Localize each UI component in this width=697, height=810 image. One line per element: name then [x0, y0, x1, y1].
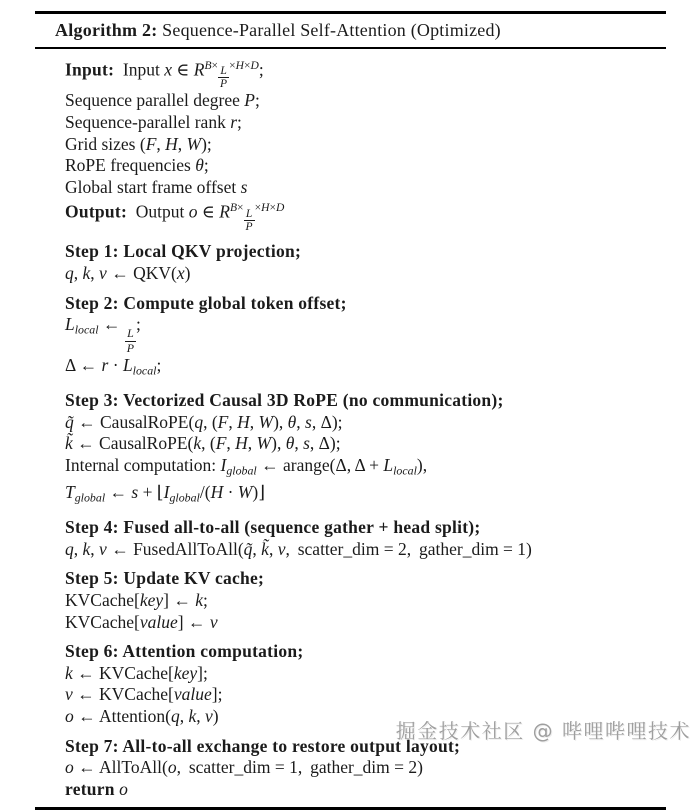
text-segment: k — [82, 538, 91, 559]
text-segment: I — [220, 454, 227, 475]
step-3-heading — [65, 390, 664, 412]
algorithm-title — [35, 14, 666, 47]
text-segment: θ — [285, 433, 295, 454]
text-segment: R — [219, 201, 230, 222]
text-segment: H — [235, 59, 244, 72]
input-line: Input: Input x ∈ $R^{B\times \frac{L}{P} \times H\times D}$; — [65, 58, 264, 91]
text-segment: L — [220, 65, 227, 78]
text-segment: x — [164, 58, 173, 79]
step-3-stmt-qtilde: q̃ ← CausalRoPE(q, (F, H, W), θ, s, Δ); — [65, 411, 343, 432]
step-3-stmt-internal: Internal computation: $I_{global}$ ← arange(Δ, $\Delta + L_{local}$), — [65, 454, 428, 478]
step-3-stmt-tglobal: $T_{global}$ ← $s + ⌊I_{global}/(H$ · W)⌋ — [65, 482, 266, 505]
step-5-stmt-value: KVCache[value] ← v — [65, 611, 218, 632]
fraction — [244, 208, 255, 233]
algorithm-body — [35, 49, 666, 805]
text-segment: o — [167, 757, 177, 778]
text-segment: P — [126, 340, 135, 355]
text-segment: return — [65, 778, 115, 799]
text-segment: H — [261, 202, 270, 215]
input-param-degree: Sequence parallel degree P; — [65, 90, 260, 111]
text-segment: k — [65, 662, 73, 683]
step-6-heading — [65, 641, 664, 663]
text-segment: q — [65, 538, 74, 559]
fraction — [125, 327, 136, 355]
text-segment: I — [163, 482, 170, 503]
text-segment: v — [99, 538, 107, 559]
step-7-stmt-alltoall: o ← AllToAll(o, scatter_dim = 1, gather_dim = 2) — [65, 757, 423, 778]
text-segment: local — [74, 322, 99, 337]
text-segment: local — [393, 463, 417, 478]
text-segment: r — [101, 355, 109, 375]
input-param-offset: Global start frame offset s — [65, 176, 248, 197]
text-segment: B× L P ×H×D — [204, 59, 259, 91]
text-segment: W — [256, 433, 272, 454]
text-segment: D — [275, 202, 285, 215]
text-segment: v — [277, 538, 286, 559]
text-segment: v — [209, 611, 218, 632]
text-segment: B — [204, 59, 212, 72]
text-segment: Step 1: Local QKV projection; — [65, 241, 302, 262]
text-segment: Step 4: Fused all-to-all (sequence gather + head split); — [65, 517, 481, 538]
text-segment: W — [258, 411, 274, 432]
text-segment: L — [383, 454, 394, 475]
text-segment: global — [74, 490, 106, 505]
text-segment: k — [188, 706, 197, 726]
text-segment: F — [215, 433, 227, 454]
text-segment: o — [65, 757, 74, 778]
step-2-heading — [65, 293, 664, 315]
text-segment: s — [131, 482, 139, 503]
step-6-stmt-attn: o ← Attention(q, k, v) — [65, 706, 219, 726]
text-segment: v — [99, 263, 107, 284]
step-5-stmt-key: KVCache[key] ← k; — [65, 590, 208, 611]
text-segment: k — [195, 590, 203, 611]
text-segment: k̃ — [65, 433, 73, 454]
text-segment: θ — [287, 411, 297, 432]
step-5-heading — [65, 568, 664, 590]
text-segment: key — [139, 590, 164, 611]
text-segment: P — [220, 78, 228, 91]
text-segment: s — [303, 433, 310, 454]
algorithm-name: Sequence-Parallel Self-Attention (Optimized) — [157, 20, 501, 40]
text-segment: q̃ — [243, 538, 253, 559]
text-segment: q̃ — [65, 411, 74, 432]
text-segment: W — [186, 133, 202, 154]
algorithm-box — [35, 11, 666, 810]
text-segment: Input: — [65, 58, 115, 79]
text-segment: L — [65, 314, 75, 335]
text-segment: H — [235, 433, 248, 454]
text-segment: H — [210, 482, 224, 503]
text-segment: Step 3: Vectorized Causal 3D RoPE (no communication); — [65, 390, 504, 411]
input-param-rank: Sequence-parallel rank r; — [65, 112, 242, 133]
input-param-grid: Grid sizes (F, H, W); — [65, 133, 212, 154]
step-6-stmt-v: v ← KVCache[value]; — [65, 684, 223, 705]
text-segment: q — [194, 411, 204, 432]
text-segment: o — [188, 201, 198, 222]
return-line — [65, 779, 664, 801]
text-segment: W — [237, 482, 253, 503]
text-segment: Step 5: Update KV cache; — [65, 568, 265, 589]
step-4-heading — [65, 517, 664, 539]
text-segment: P — [244, 90, 255, 111]
text-segment: x — [176, 263, 185, 284]
step-1-heading — [65, 241, 664, 263]
text-segment: Output: — [65, 201, 128, 222]
step-2-stmt-llocal: $L_{local}$ ← $\frac{L}{P}$ ; — [65, 314, 141, 355]
text-segment: k — [82, 263, 91, 284]
text-segment: Step 7: All-to-all exchange to restore output layout; — [65, 735, 461, 756]
text-segment: r — [230, 112, 238, 133]
watermark: 掘金技术社区 @ 哔哩哔哩技术 — [395, 719, 691, 743]
step-6-stmt-k: k ← KVCache[key]; — [65, 662, 208, 683]
text-segment: global — [226, 463, 257, 478]
fraction — [218, 65, 229, 90]
step-4-stmt-fused: q, k, v ← FusedAllToAll(q̃, k̃, v, scatter_dim = 2, gather_dim = 1) — [65, 538, 532, 559]
text-segment: D — [250, 59, 259, 72]
text-segment: s — [305, 411, 312, 432]
text-segment: Step 2: Compute global token offset; — [65, 292, 347, 313]
step-2-stmt-delta: Δ ← $r \cdot L_{local}$; — [65, 355, 162, 378]
text-segment: L — [122, 355, 133, 375]
text-segment: B — [229, 202, 238, 215]
text-segment: q — [170, 706, 180, 726]
text-segment: H — [165, 133, 178, 154]
step-3-stmt-ktilde: k̃ ← CausalRoPE(k, (F, H, W), θ, s, Δ); — [65, 433, 341, 454]
text-segment: local — [132, 363, 157, 378]
text-segment: F — [217, 411, 229, 432]
step-1-stmt-qkv: q, k, v ← QKV(x) — [65, 263, 191, 284]
text-segment: s — [240, 176, 248, 197]
text-segment: P — [245, 221, 253, 234]
text-segment: value — [139, 611, 178, 632]
text-segment: value — [173, 684, 212, 705]
text-segment: B× L P ×H×D — [229, 202, 285, 234]
text-segment: v — [65, 684, 73, 705]
text-segment: o — [119, 778, 128, 799]
text-segment: k̃ — [261, 538, 269, 559]
text-segment: key — [173, 662, 198, 683]
text-segment: T — [65, 482, 75, 503]
text-segment: q — [65, 263, 74, 284]
text-segment: R — [193, 58, 205, 79]
text-segment: L — [245, 208, 253, 221]
algorithm-label: Algorithm 2: — [55, 20, 158, 40]
output-line: Output: Output o ∈ $R^{B\times \frac{L}{P} \times H\times D}$ — [65, 201, 285, 234]
text-segment: θ — [195, 155, 204, 176]
text-segment: o — [65, 706, 74, 726]
text-segment: Step 6: Attention computation; — [65, 641, 304, 662]
text-segment: k — [193, 433, 202, 454]
text-segment: v — [205, 706, 213, 726]
text-segment: H — [237, 411, 250, 432]
text-segment: global — [169, 490, 200, 505]
text-segment: L — [127, 326, 134, 341]
text-segment: F — [145, 133, 157, 154]
input-param-rope: RoPE frequencies θ; — [65, 155, 209, 176]
